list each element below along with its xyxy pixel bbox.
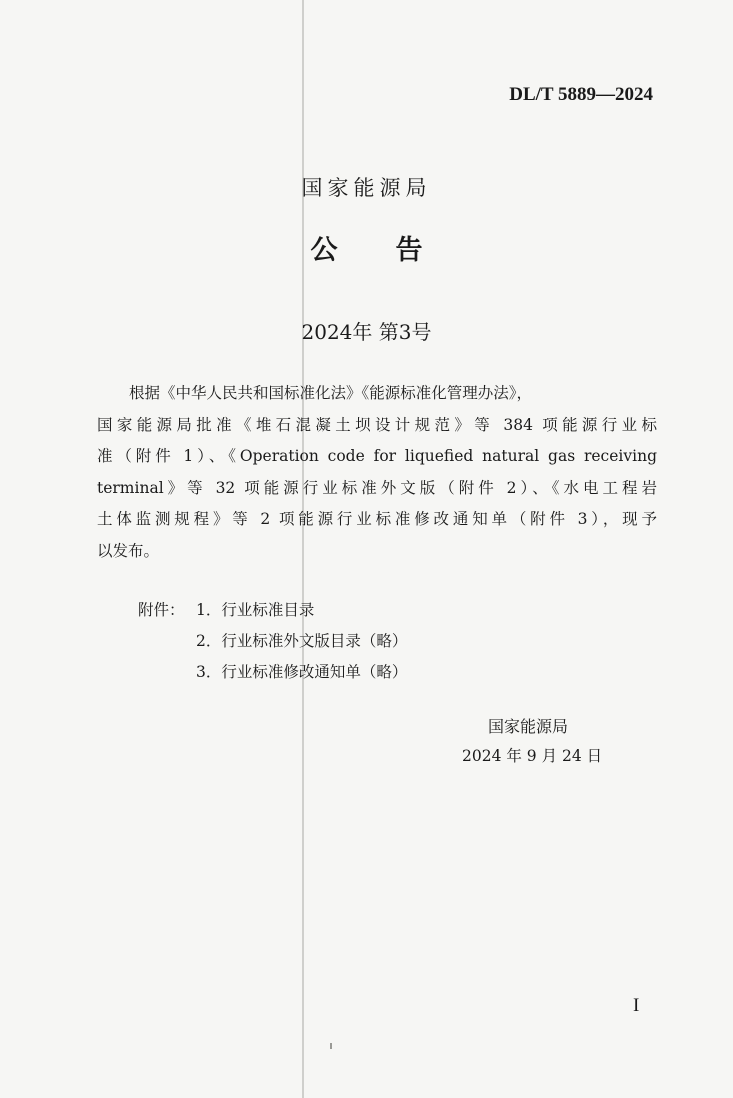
standard-number: DL/T 5889—2024 — [509, 84, 653, 105]
issue-number: 2024年 第3号 — [301, 320, 432, 344]
body-line: 准（附件 1）、《Operation code for liquefied natural gas receiving — [97, 447, 657, 465]
scan-speck — [330, 1043, 332, 1049]
body-line: 国家能源局批准《堆石混凝土坝设计规范》等 384 项能源行业标 — [97, 415, 657, 434]
attachments-label: 附件： — [138, 601, 185, 619]
notice-body — [97, 378, 657, 567]
signature-date: 2024 年 9 月 24 日 — [462, 747, 603, 765]
signature-organization: 国家能源局 — [488, 717, 569, 736]
page-number: I — [633, 995, 640, 1016]
body-line: 以发布。 — [97, 541, 160, 560]
body-line: 土体监测规程》等 2 项能源行业标准修改通知单（附件 3），现予 — [97, 510, 657, 528]
attachment-item: 3．行业标准修改通知单（略） — [196, 663, 408, 681]
notice-title: 公告 — [310, 235, 481, 266]
agency-name: 国家能源局 — [301, 176, 432, 200]
body-line: terminal》等 32 项能源行业标准外文版（附件 2）、《水电工程岩 — [97, 478, 657, 497]
attachment-item: 2．行业标准外文版目录（略） — [196, 632, 408, 650]
body-line: 根据《中华人民共和国标准化法》《能源标准化管理办法》， — [129, 384, 533, 402]
attachment-item: 1．行业标准目录 — [196, 601, 315, 619]
